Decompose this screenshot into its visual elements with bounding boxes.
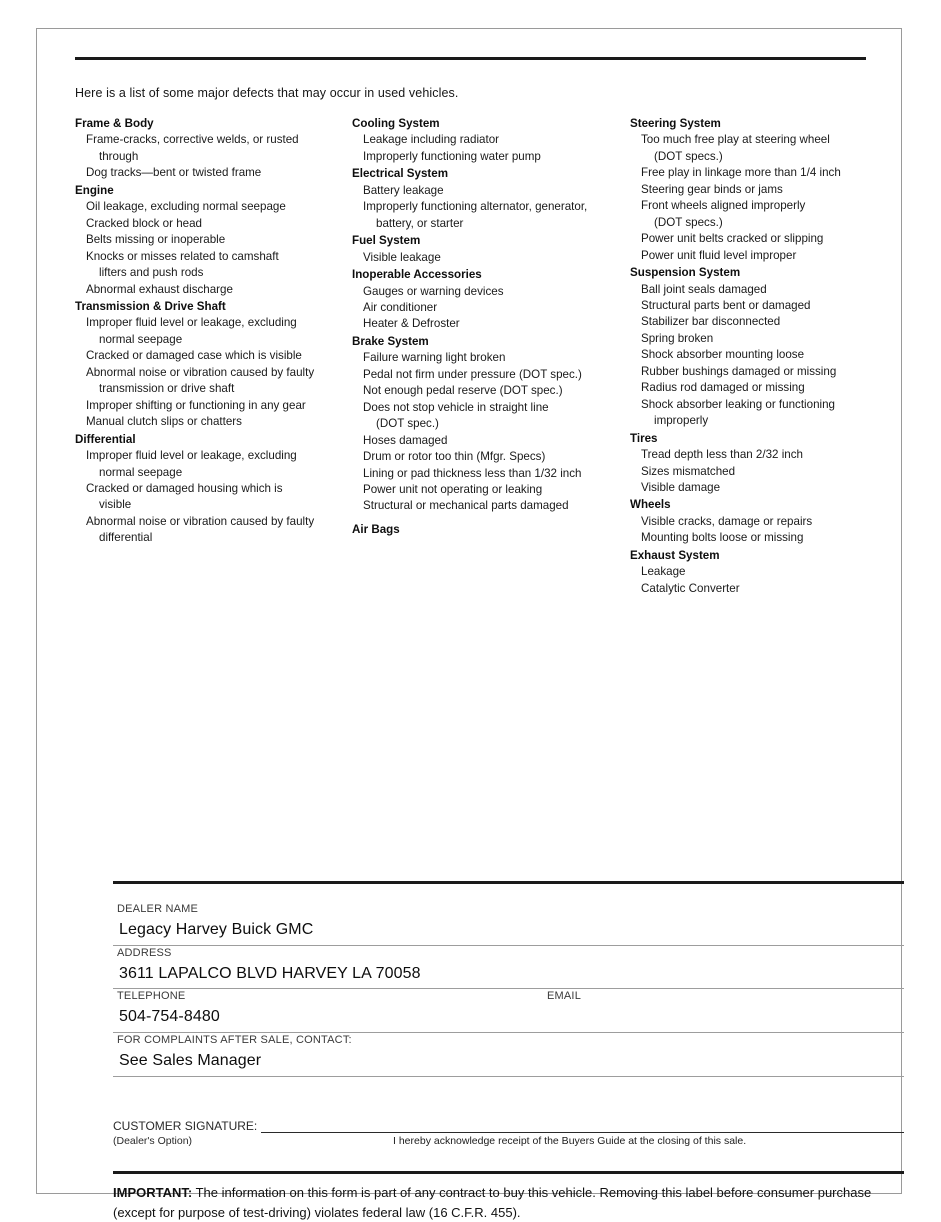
list-item — [352, 449, 622, 465]
group-items — [630, 564, 870, 597]
list-item — [352, 250, 622, 266]
group-items — [630, 514, 870, 547]
group-items — [630, 132, 870, 264]
item-text: Frame-cracks, corrective welds, or rusted — [86, 133, 299, 147]
intro-text: Here is a list of some major defects that may occur in used vehicles. — [75, 86, 459, 100]
complaints-label: FOR COMPLAINTS AFTER SALE, CONTACT: — [117, 1034, 352, 1047]
list-item — [352, 367, 622, 383]
group-title: Suspension System — [630, 266, 741, 280]
item-text: Gauges or warning devices — [363, 284, 504, 298]
dealer-contact-field[interactable] — [113, 989, 904, 1033]
list-item — [630, 314, 870, 330]
item-text: Free play in linkage more than 1/4 inch — [641, 166, 841, 180]
item-text-cont: (DOT spec.) — [376, 417, 439, 431]
item-text: Failure warning light broken — [363, 351, 506, 365]
group-title: Electrical System — [352, 167, 449, 181]
defect-group — [630, 548, 870, 597]
list-item — [352, 498, 622, 514]
item-text: Drum or rotor too thin (Mfgr. Specs) — [363, 450, 546, 464]
important-text: The information on this form is part of any contract to buy this vehicle. Removing this label before consumer purchase (except for purpose of test-driving) violates federal law (16 C.F.R. 455). — [113, 1185, 872, 1220]
list-item — [630, 530, 870, 546]
list-item — [75, 216, 344, 232]
list-item — [352, 284, 622, 300]
item-text: Belts missing or inoperable — [86, 233, 226, 247]
list-item — [630, 347, 870, 363]
group-title: Transmission & Drive Shaft — [75, 299, 226, 313]
list-item — [75, 365, 344, 398]
item-text: Abnormal noise or vibration caused by faulty — [86, 365, 315, 379]
item-text: Lining or pad thickness less than 1/32 inch — [363, 466, 582, 480]
item-text: Improperly functioning alternator, generator, — [363, 200, 588, 214]
item-text: Leakage including radiator — [363, 133, 500, 147]
signature-line-row[interactable] — [113, 1119, 904, 1133]
item-text: Sizes mismatched — [641, 464, 736, 478]
item-text: Abnormal exhaust discharge — [86, 282, 233, 296]
list-item — [75, 514, 344, 547]
list-item — [352, 149, 622, 165]
group-title: Engine — [75, 183, 114, 197]
telephone-cell — [113, 989, 543, 1005]
dealer-name-value: Legacy Harvey Buick GMC — [119, 920, 314, 938]
group-items — [630, 282, 870, 430]
group-title: Air Bags — [352, 522, 400, 536]
item-text: Radius rod damaged or missing — [641, 381, 805, 395]
item-text: Cracked or damaged housing which is — [86, 481, 283, 495]
group-items — [75, 315, 344, 430]
item-text-cont: normal seepage — [99, 332, 183, 346]
middle-divider — [113, 881, 904, 884]
group-title: Wheels — [630, 498, 671, 512]
item-text: Dog tracks—bent or twisted frame — [86, 166, 262, 180]
list-item — [75, 398, 344, 414]
item-text: Hoses damaged — [363, 433, 448, 447]
item-text: Shock absorber mounting loose — [641, 348, 805, 362]
item-text-cont: (DOT specs.) — [654, 149, 723, 163]
list-item — [630, 564, 870, 580]
important-label: IMPORTANT: — [113, 1185, 193, 1200]
item-text: Power unit not operating or leaking — [363, 482, 543, 496]
item-text: Knocks or misses related to camshaft — [86, 249, 279, 263]
signature-block — [113, 1119, 904, 1147]
dealer-name-label: DEALER NAME — [117, 903, 199, 915]
signature-underline[interactable] — [261, 1121, 904, 1133]
list-item — [630, 331, 870, 347]
list-item — [630, 480, 870, 496]
item-text: Front wheels aligned improperly — [641, 199, 806, 213]
group-title: Cooling System — [352, 117, 440, 130]
group-title: Differential — [75, 432, 136, 446]
complaints-value: See Sales Manager — [119, 1052, 262, 1070]
defects-columns — [75, 116, 870, 598]
list-item — [75, 414, 344, 430]
group-title: Brake System — [352, 334, 429, 348]
item-text: Ball joint seals damaged — [641, 282, 767, 296]
item-text: Steering gear binds or jams — [641, 182, 783, 196]
defect-group — [75, 299, 344, 431]
dealer-address-field[interactable] — [113, 946, 904, 990]
defects-column-2 — [352, 116, 630, 598]
group-title: Frame & Body — [75, 117, 154, 130]
list-item — [75, 282, 344, 298]
item-text-cont: lifters and push rods — [99, 266, 204, 280]
item-text: Heater & Defroster — [363, 317, 460, 331]
item-text-cont: improperly — [654, 414, 709, 428]
list-item — [75, 199, 344, 215]
item-text-cont: (DOT specs.) — [654, 215, 723, 229]
list-item — [75, 348, 344, 364]
list-item — [630, 364, 870, 380]
defect-group — [630, 265, 870, 430]
list-item — [352, 433, 622, 449]
email-value-cell — [543, 1005, 904, 1030]
list-item — [75, 315, 344, 348]
email-label: EMAIL — [547, 990, 582, 1003]
dealer-name-field[interactable] — [113, 902, 904, 946]
list-item — [75, 249, 344, 282]
defect-group — [630, 116, 870, 264]
list-item — [630, 581, 870, 597]
bottom-divider — [113, 1171, 904, 1174]
dealer-information — [113, 902, 904, 1077]
defect-group — [352, 334, 622, 515]
telephone-value: 504-754-8480 — [119, 1008, 220, 1026]
list-item — [352, 199, 622, 232]
item-text: Tread depth less than 2/32 inch — [641, 448, 803, 462]
defect-group — [352, 522, 622, 538]
acknowledgement-text: I hereby acknowledge receipt of the Buyers Guide at the closing of this sale. — [393, 1135, 747, 1147]
item-text: Cracked or damaged case which is visible — [86, 349, 302, 363]
list-item — [352, 350, 622, 366]
group-items — [75, 448, 344, 547]
contact-values-row — [113, 1005, 904, 1030]
defect-group — [352, 267, 622, 333]
list-item — [352, 183, 622, 199]
dealers-option-note: (Dealer's Option) — [113, 1135, 193, 1147]
list-item — [352, 316, 622, 332]
group-items — [630, 447, 870, 496]
item-text: Stabilizer bar disconnected — [641, 315, 781, 329]
item-text-cont: visible — [99, 498, 132, 512]
item-text: Too much free play at steering wheel — [641, 133, 830, 147]
dealer-address-label: ADDRESS — [117, 946, 172, 959]
email-value — [543, 1005, 904, 1030]
list-item — [630, 231, 870, 247]
list-item — [352, 466, 622, 482]
email-cell — [543, 989, 904, 1005]
item-text: Visible cracks, damage or repairs — [641, 514, 813, 528]
group-items — [352, 284, 622, 333]
group-title: Tires — [630, 431, 658, 445]
item-text: Manual clutch slips or chatters — [86, 415, 242, 429]
defect-group — [630, 431, 870, 497]
buyers-guide-sheet — [36, 28, 902, 1220]
list-item — [630, 380, 870, 396]
group-items — [352, 132, 622, 165]
defect-group — [75, 183, 344, 298]
group-items — [352, 250, 622, 266]
defects-column-1 — [75, 116, 352, 598]
item-text: Battery leakage — [363, 183, 444, 197]
dealer-address-value: 3611 LAPALCO BLVD HARVEY LA 70058 — [119, 964, 421, 982]
item-text: Abnormal noise or vibration caused by faulty — [86, 514, 315, 528]
list-item — [630, 447, 870, 463]
item-text: Not enough pedal reserve (DOT spec.) — [363, 384, 563, 398]
list-item — [75, 448, 344, 481]
item-text: Pedal not firm under pressure (DOT spec.) — [363, 367, 582, 381]
item-text: Improper fluid level or leakage, excluding — [86, 316, 297, 330]
customer-signature-label: CUSTOMER SIGNATURE: — [113, 1119, 258, 1133]
list-item — [352, 482, 622, 498]
defect-group — [75, 116, 344, 182]
group-items — [75, 199, 344, 298]
list-item — [630, 165, 870, 181]
list-item — [75, 132, 344, 165]
item-text: Rubber bushings damaged or missing — [641, 364, 837, 378]
item-text: Visible damage — [641, 480, 721, 494]
complaints-contact-field[interactable] — [113, 1033, 904, 1077]
item-text: Air conditioner — [363, 300, 438, 314]
list-item — [352, 300, 622, 316]
item-text: Cracked block or head — [86, 216, 202, 230]
list-item — [75, 232, 344, 248]
list-item — [630, 298, 870, 314]
item-text: Improper fluid level or leakage, excluding — [86, 449, 297, 463]
group-items — [352, 350, 622, 515]
item-text: Oil leakage, excluding normal seepage — [86, 200, 286, 214]
defects-column-3 — [630, 116, 870, 598]
telephone-label: TELEPHONE — [117, 990, 186, 1003]
contact-row — [113, 989, 904, 1005]
list-item — [352, 383, 622, 399]
item-text: Spring broken — [641, 331, 714, 345]
item-text: Improperly functioning water pump — [363, 149, 541, 163]
signature-subtext — [113, 1135, 904, 1147]
list-item — [630, 248, 870, 264]
list-item — [352, 400, 622, 433]
group-title: Fuel System — [352, 234, 421, 248]
item-text: Structural parts bent or damaged — [641, 298, 811, 312]
item-text-cont: battery, or starter — [376, 216, 464, 230]
group-title: Steering System — [630, 117, 721, 130]
list-item — [630, 397, 870, 430]
item-text: Leakage — [641, 565, 686, 579]
item-text: Power unit fluid level improper — [641, 248, 797, 262]
list-item — [75, 481, 344, 514]
list-item — [630, 282, 870, 298]
list-item — [630, 514, 870, 530]
item-text-cont: differential — [99, 531, 153, 545]
item-text: Mounting bolts loose or missing — [641, 531, 804, 545]
group-title: Inoperable Accessories — [352, 268, 482, 282]
content-area — [75, 57, 872, 1220]
group-title: Exhaust System — [630, 548, 720, 562]
item-text-cont: normal seepage — [99, 465, 183, 479]
item-text-cont: through — [99, 149, 139, 163]
defect-group — [352, 166, 622, 232]
item-text: Does not stop vehicle in straight line — [363, 400, 549, 414]
item-text: Structural or mechanical parts damaged — [363, 499, 569, 513]
telephone-value-cell — [113, 1005, 543, 1030]
item-text: Visible leakage — [363, 250, 441, 264]
item-text: Shock absorber leaking or functioning — [641, 397, 835, 411]
item-text: Improper shifting or functioning in any gear — [86, 398, 306, 412]
important-notice — [113, 1183, 913, 1222]
item-text: Catalytic Converter — [641, 581, 740, 595]
list-item — [630, 464, 870, 480]
item-text-cont: transmission or drive shaft — [99, 382, 235, 396]
list-item — [630, 182, 870, 198]
list-item — [630, 132, 870, 165]
defect-group — [352, 233, 622, 266]
list-item — [75, 165, 344, 181]
group-items — [352, 183, 622, 232]
defect-group — [630, 497, 870, 546]
defect-group — [75, 432, 344, 547]
defect-group — [352, 116, 622, 165]
list-item — [630, 198, 870, 231]
group-items — [75, 132, 344, 181]
top-divider — [75, 57, 866, 60]
list-item — [352, 132, 622, 148]
item-text: Power unit belts cracked or slipping — [641, 232, 824, 246]
